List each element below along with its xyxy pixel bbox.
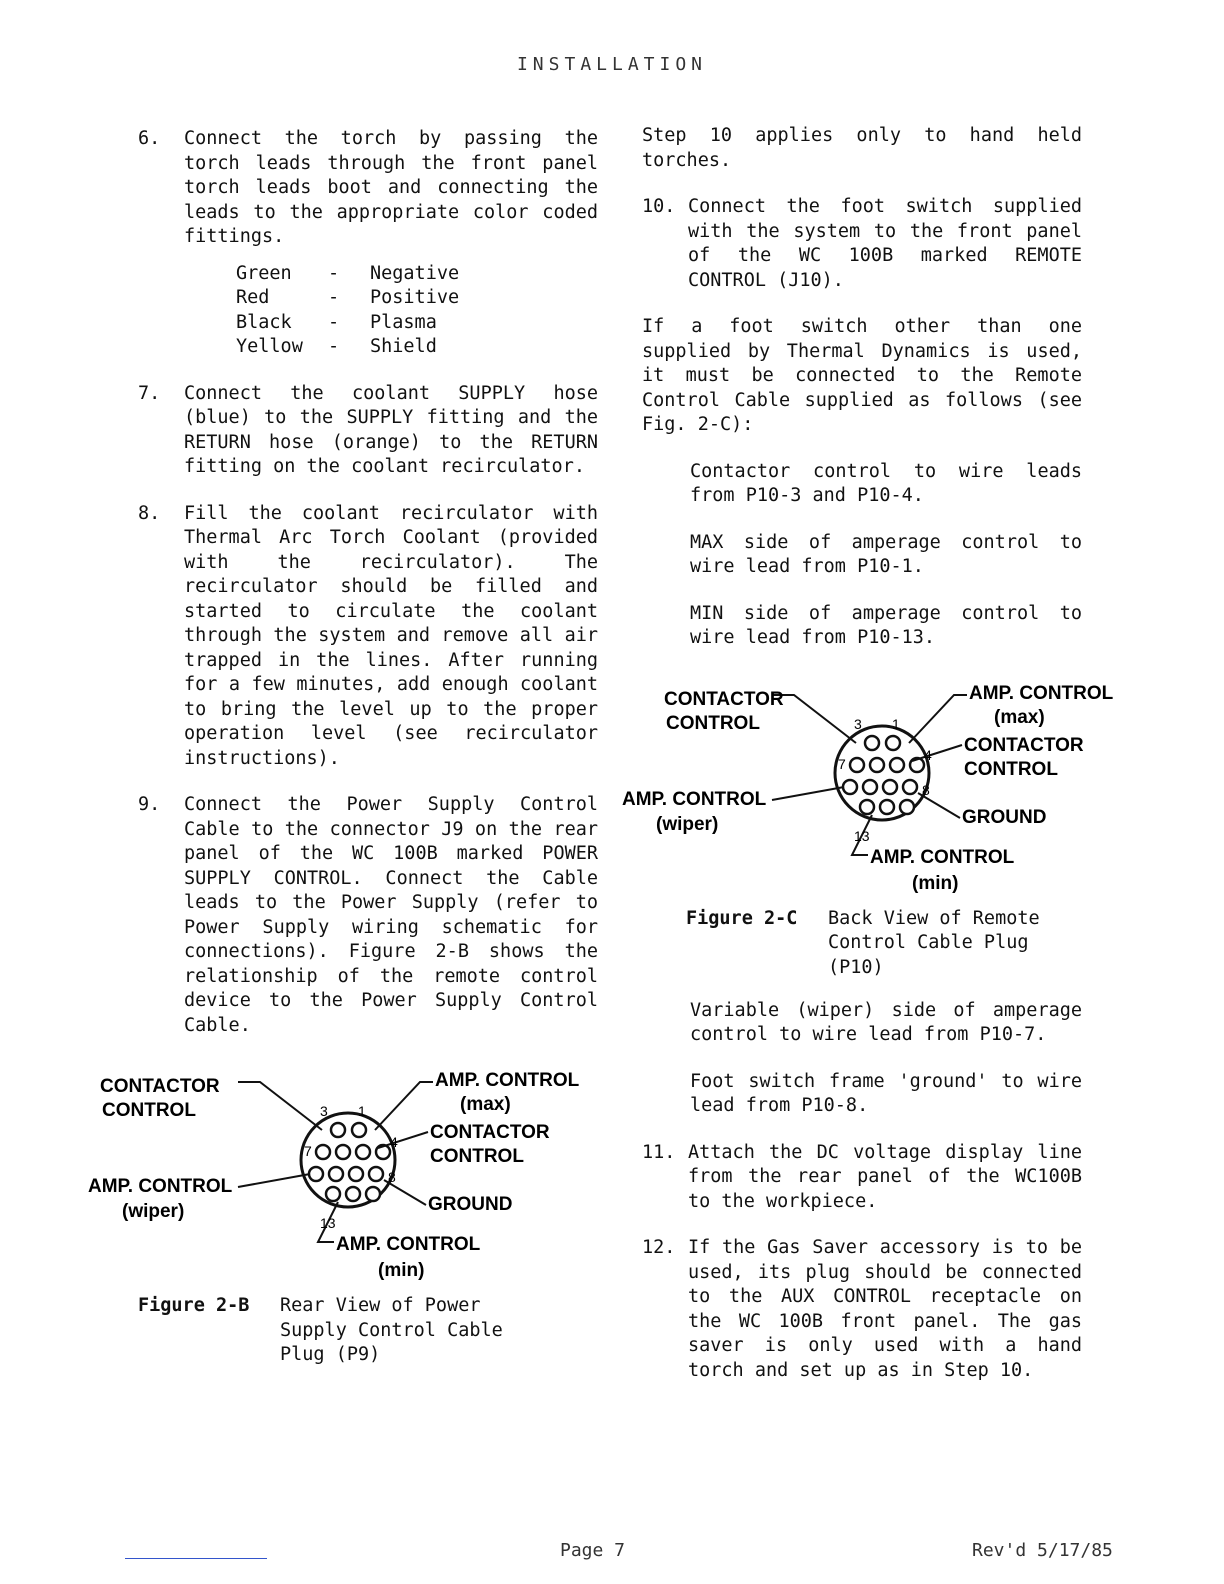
left-column <box>88 127 598 1386</box>
amp-control-max-label: (max) <box>460 1094 511 1115</box>
color-code-table <box>236 262 459 360</box>
step-11 <box>642 1141 1082 1215</box>
wiper-note: Variable (wiper) side of amperage control to wire lead from P10-7. <box>690 999 1082 1045</box>
contactor-control-right-label: CONTROL <box>964 758 1058 780</box>
pin-label: 4 <box>390 1134 398 1150</box>
amp-control-min-label: AMP. CONTROL <box>870 846 1015 868</box>
foot-switch-paragraph: If a foot switch other than one supplied by Thermal Dynamics is used, it must be connected to the Remote Control Cable supplied as follows (see Fig. 2-C): <box>642 316 1082 435</box>
contactor-control-label: CONTACTOR <box>100 1076 220 1097</box>
min-amperage-note: MIN side of amperage control to wire lead from P10-13. <box>690 602 1082 648</box>
pin-label: 7 <box>838 755 846 772</box>
figure-label: Figure 2-C <box>686 907 798 929</box>
color-row: Red - Positive <box>236 287 460 308</box>
pin-label: 13 <box>320 1215 336 1231</box>
contactor-control-label: CONTROL <box>102 1100 196 1121</box>
step-text: Fill the coolant recirculator with Thermal Arc Torch Coolant (provided with the recirculator). The recirculator should be filled and started to circulate the coolant through the system and remove all air trapped in the lines. After running for a few minutes, add enough coolant to bring the level up to the proper operation level (see recirculator instructions). <box>184 502 598 769</box>
amp-control-min-label: AMP. CONTROL <box>336 1234 481 1255</box>
ground-label: GROUND <box>962 806 1047 828</box>
amp-control-wiper-label: (wiper) <box>656 813 719 835</box>
color-row: Green - Negative <box>236 262 460 284</box>
ground-label: GROUND <box>428 1194 513 1215</box>
amp-control-wiper-label: (wiper) <box>122 1201 185 1222</box>
step-12 <box>642 1236 1082 1383</box>
pin-label: 1 <box>892 715 900 732</box>
revision-date: Rev'd 5/17/85 <box>972 1540 1113 1561</box>
max-amperage-note: MAX side of amperage control to wire lead from P10-1. <box>690 531 1082 577</box>
contactor-control-label: CONTACTOR <box>664 688 784 710</box>
step-8 <box>138 502 598 772</box>
contactor-control-right-label: CONTACTOR <box>964 734 1084 756</box>
figure-caption: Rear View of Power Supply Control Cable Plug (P9) <box>280 1295 503 1365</box>
step-7 <box>138 382 598 480</box>
step-number: 9. <box>138 794 161 815</box>
amp-control-max-label: AMP. CONTROL <box>969 682 1114 704</box>
figure-2c-caption <box>686 907 1082 981</box>
step-6 <box>138 127 598 360</box>
figure-2c-diagram <box>622 673 1142 893</box>
step-number: 8. <box>138 502 161 524</box>
amp-control-max-label: (max) <box>994 706 1045 728</box>
ground-note: Foot switch frame 'ground' to wire lead from P10-8. <box>690 1070 1082 1116</box>
right-column <box>622 124 1114 1405</box>
step-text: Attach the DC voltage display line from the rear panel of the WC100B to the workpiece. <box>688 1141 1082 1212</box>
contactor-control-right-label: CONTROL <box>430 1146 524 1167</box>
pin-label: 4 <box>924 746 932 763</box>
color-row: Black - Plasma <box>236 311 437 333</box>
step-text: Connect the foot switch supplied with the system to the front panel of the WC 100B marked REMOTE CONTROL (J10). <box>688 196 1082 291</box>
figure-2b-caption <box>138 1294 598 1368</box>
amp-control-min-label: (min) <box>912 872 959 893</box>
color-row: Yellow - Shield <box>236 336 437 357</box>
amp-control-max-label: AMP. CONTROL <box>435 1070 580 1091</box>
page-title: INSTALLATION <box>516 54 708 75</box>
step-9 <box>138 793 598 1038</box>
figure-2b-diagram <box>88 1060 608 1280</box>
step-text: Connect the Power Supply Control Cable to the connector J9 on the rear panel of the WC 100B marked POWER SUPPLY CONTROL. Connect the Cable leads to the Power Supply (refer to Power Supply wiring schematic for connections). Figure 2-B shows the relationship of the remote control device to the Power Supply Control Cable. <box>184 794 598 1036</box>
amp-control-min-label: (min) <box>378 1260 425 1280</box>
step-text: Connect the coolant SUPPLY hose (blue) to the SUPPLY fitting and the RETURN hose (orange) to the RETURN fitting on the coolant recirculator. <box>184 382 598 477</box>
pin-label: 3 <box>320 1103 328 1119</box>
pin-label: 13 <box>854 827 870 844</box>
contactor-control-right-label: CONTACTOR <box>430 1122 550 1143</box>
pin-label: 8 <box>388 1169 396 1185</box>
figure-label: Figure 2-B <box>138 1295 250 1316</box>
amp-control-wiper-label: AMP. CONTROL <box>88 1176 233 1197</box>
step-number: 12. <box>642 1237 676 1258</box>
pin-label: 7 <box>304 1143 312 1159</box>
contactor-control-label: CONTROL <box>666 712 760 734</box>
page-number: Page 7 <box>560 1540 626 1561</box>
contactor-wire-note: Contactor control to wire leads from P10-3 and P10-4. <box>690 460 1082 506</box>
pin-label: 8 <box>922 781 930 798</box>
intro-text: Step 10 applies only to hand held torches. <box>642 125 1082 171</box>
step-10 <box>642 195 1082 293</box>
footer-divider <box>125 1558 267 1559</box>
step-number: 11. <box>642 1141 676 1163</box>
pin-label: 1 <box>358 1103 366 1119</box>
step-number: 6. <box>138 128 161 149</box>
figure-caption: Back View of Remote Control Cable Plug (P10) <box>828 907 1040 978</box>
amp-control-wiper-label: AMP. CONTROL <box>622 788 767 810</box>
step-text: If the Gas Saver accessory is to be used, its plug should be connected to the AUX CONTROL receptacle on the WC 100B front panel. The gas saver is only used with a hand torch and set up as in Step 10. <box>688 1237 1082 1381</box>
step-text: Connect the torch by passing the torch leads through the front panel torch leads boot and connecting the leads to the appropriate color coded fittings. <box>184 128 598 247</box>
pin-label: 3 <box>854 715 862 732</box>
step-number: 7. <box>138 382 161 404</box>
step-number: 10. <box>642 196 676 217</box>
